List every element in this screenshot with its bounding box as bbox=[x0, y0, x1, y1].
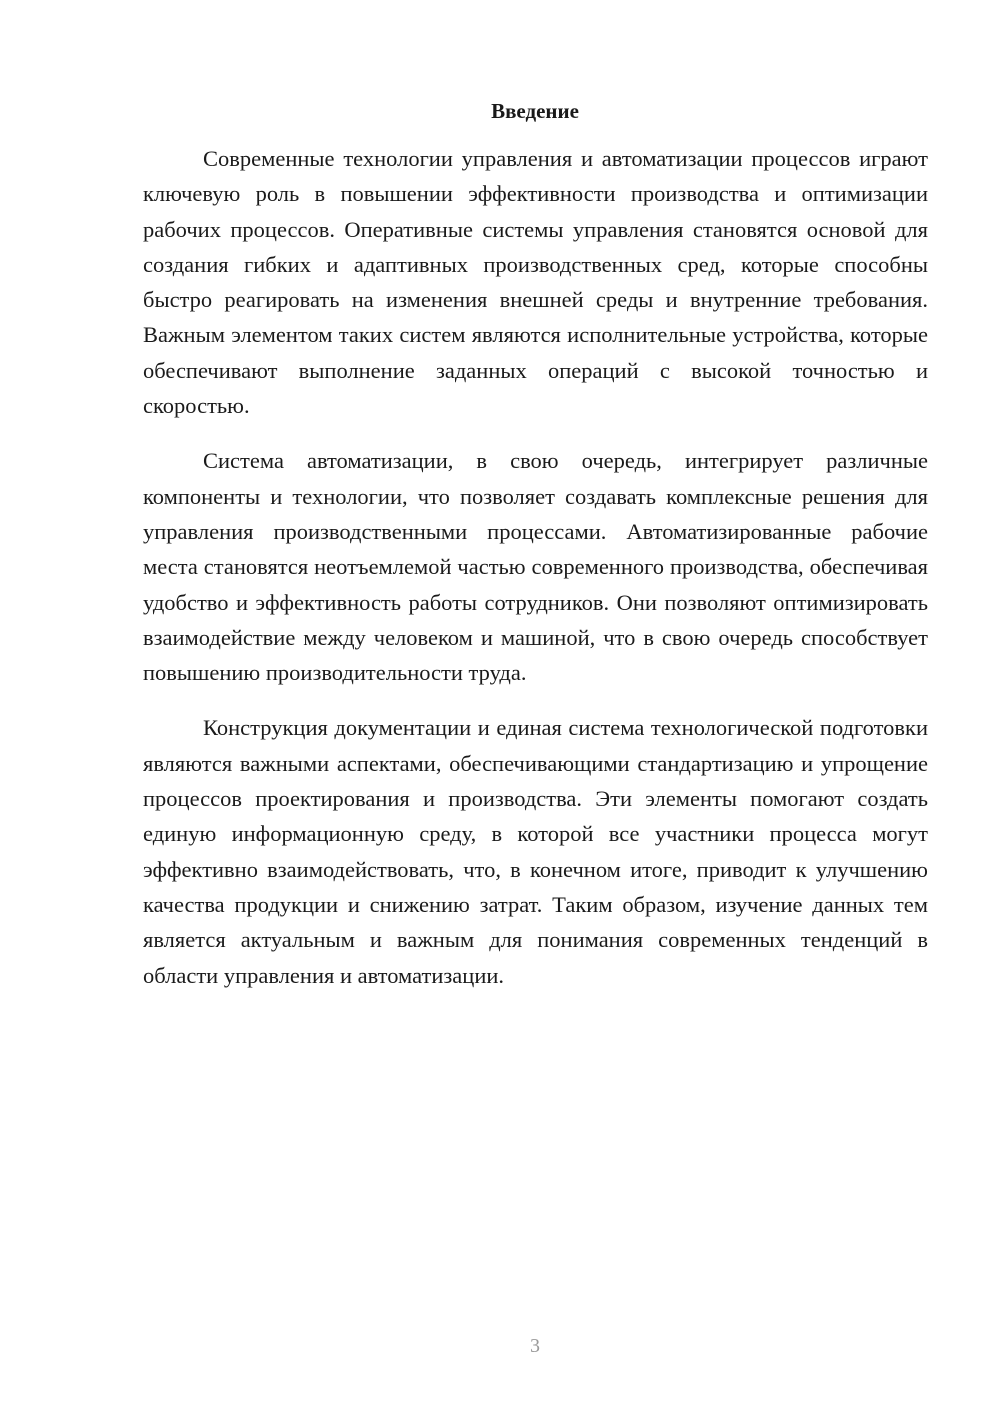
body-text bbox=[143, 141, 928, 1013]
page-number: 3 bbox=[530, 1335, 540, 1357]
paragraph-2: Система автоматизации, в свою очередь, интегрирует различные компоненты и технологии, что позволяет создавать комплексные решения для управления производственными процессами. Автоматизированные рабочие места становятся неотъемлемой частью современного производства, обеспечивая удобство и эффективность работы сотрудников. Они позволяют оптимизировать взаимодействие между человеком и машиной, что в свою очередь способствует повышению производительности труда. bbox=[143, 448, 928, 686]
paragraph-1: Современные технологии управления и автоматизации процессов играют ключевую роль в повышении эффективности производства и оптимизации рабочих процессов. Оперативные системы управления становятся основой для создания гибких и адаптивных производственных сред, которые способны быстро реагировать на изменения внешней среды и внутренние требования. Важным элементом таких систем являются исполнительные устройства, которые обеспечивают выполнение заданных операций с высокой точностью и скоростью. bbox=[143, 146, 928, 419]
paragraph-3: Конструкция документации и единая система технологической подготовки являются важными аспектами, обеспечивающими стандартизацию и упрощение процессов проектирования и производства. Эти элементы помогают создать единую информационную среду, в которой все участники процесса могут эффективно взаимодействовать, что, в конечном итоге, приводит к улучшению качества продукции и снижению затрат. Таким образом, изучение данных тем является актуальным и важным для понимания современных тенденций в области управления и автоматизации. bbox=[143, 715, 928, 988]
section-heading: Введение bbox=[491, 99, 579, 123]
